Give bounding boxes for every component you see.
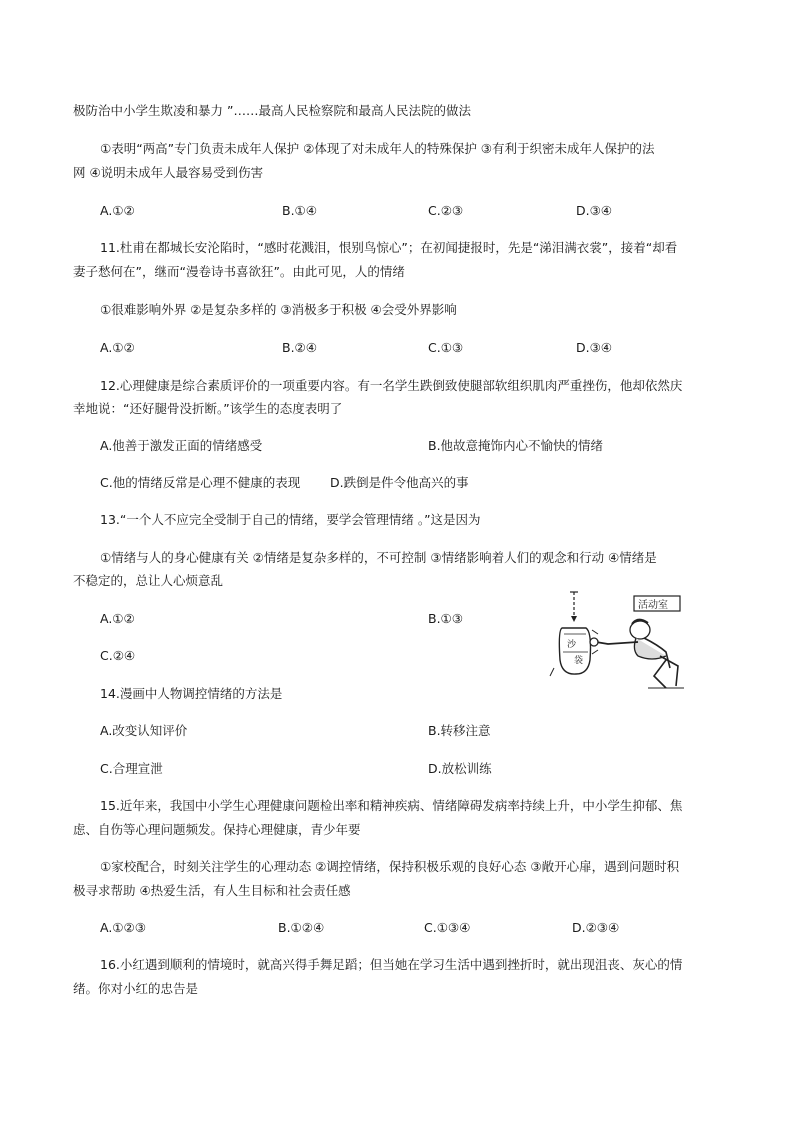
q11-statements: ①很难影响外界 ②是复杂多样的 ③消极多于积极 ④会受外界影响: [100, 302, 457, 317]
q10-statements-line2: 网 ④说明未成年人最容易受到伤害: [73, 165, 264, 180]
q13-statements-line2: 不稳定的，总让人心烦意乱: [73, 573, 224, 588]
q10-option-b: B.①④: [282, 203, 317, 218]
q10-option-a: A.①②: [100, 203, 135, 218]
q14-option-b: B.转移注意: [428, 723, 491, 738]
q13-stem: 13.“一个人不应完全受制于自己的情绪，要学会管理情绪 。”这是因为: [100, 512, 481, 527]
cartoon-drawing: [548, 590, 698, 695]
q13-statements-line1: ①情绪与人的身心健康有关 ②情绪是复杂多样的，不可控制 ③情绪影响着人们的观念和行动 ④情绪是: [100, 550, 657, 565]
q15-statements-line1: ①家校配合，时刻关注学生的心理动态 ②调控情绪，保持积极乐观的良好心态 ③敞开心扉，遇到问题时积: [100, 859, 680, 874]
q11-option-c: C.①③: [428, 340, 464, 355]
q12-option-c: C.他的情绪反常是心理不健康的表现: [100, 475, 301, 490]
q15-option-c: C.①③④: [424, 920, 471, 935]
intro-line: 极防治中小学生欺凌和暴力 ”……最高人民检察院和最高人民法院的做法: [73, 103, 471, 118]
q15-stem-line1: 15.近年来，我国中小学生心理健康问题检出率和精神疾病、情绪障碍发病率持续上升，中小学生抑郁、焦: [100, 798, 683, 813]
q15-statements-line2: 极寻求帮助 ④热爱生活，有人生目标和社会责任感: [73, 883, 351, 898]
q12-stem-line2: 幸地说：“还好腿骨没折断。”该学生的态度表明了: [73, 401, 343, 416]
q15-option-a: A.①②③: [100, 920, 146, 935]
q11-option-b: B.②④: [282, 340, 317, 355]
q13-option-a: A.①②: [100, 611, 135, 626]
q13-option-b: B.①③: [428, 611, 463, 626]
q15-option-b: B.①②④: [278, 920, 325, 935]
q14-stem: 14.漫画中人物调控情绪的方法是: [100, 686, 283, 701]
q11-stem-line1: 11.杜甫在都城长安沦陷时，“感时花溅泪，恨别鸟惊心”；在初闻捷报时，先是“涕泪满衣裳”，接着“却看: [100, 240, 678, 255]
q10-statements-line1: ①表明“两高”专门负责未成年人保护 ②体现了对未成年人的特殊保护 ③有利于织密未成年人保护的法: [100, 141, 655, 156]
q13-option-c: C.②④: [100, 648, 136, 663]
q15-option-d: D.②③④: [572, 920, 620, 935]
cartoon-sign-text: 活动室: [638, 600, 668, 611]
q14-option-a: A.改变认知评价: [100, 723, 188, 738]
q12-stem-line1: 12.心理健康是综合素质评价的一项重要内容。有一名学生跌倒致使腿部软组织肌肉严重挫伤，他却依然庆: [100, 378, 683, 393]
q15-stem-line2: 虑、自伤等心理问题频发。保持心理健康，青少年要: [73, 822, 361, 837]
q12-option-b: B.他故意掩饰内心不愉快的情绪: [428, 438, 604, 453]
q10-option-c: C.②③: [428, 203, 464, 218]
q16-stem-line2: 绪。你对小红的忠告是: [73, 981, 199, 996]
q10-option-d: D.③④: [576, 203, 613, 218]
q11-option-d: D.③④: [576, 340, 613, 355]
q11-stem-line2: 妻子愁何在”，继而“漫卷诗书喜欲狂”。由此可见，人的情绪: [73, 264, 405, 279]
boxing-cartoon: [548, 590, 698, 695]
q12-option-d: D.跌倒是件令他高兴的事: [330, 475, 469, 490]
q14-option-d: D.放松训练: [428, 761, 492, 776]
cartoon-bag-label-2: 袋: [574, 656, 584, 666]
cartoon-bag-label-1: 沙: [567, 640, 577, 650]
q14-option-c: C.合理宣泄: [100, 761, 163, 776]
q12-option-a: A.他善于激发正面的情绪感受: [100, 438, 263, 453]
q16-stem-line1: 16.小红遇到顺利的情境时，就高兴得手舞足蹈；但当她在学习生活中遇到挫折时，就出现沮丧、灰心的情: [100, 957, 683, 972]
q11-option-a: A.①②: [100, 340, 135, 355]
